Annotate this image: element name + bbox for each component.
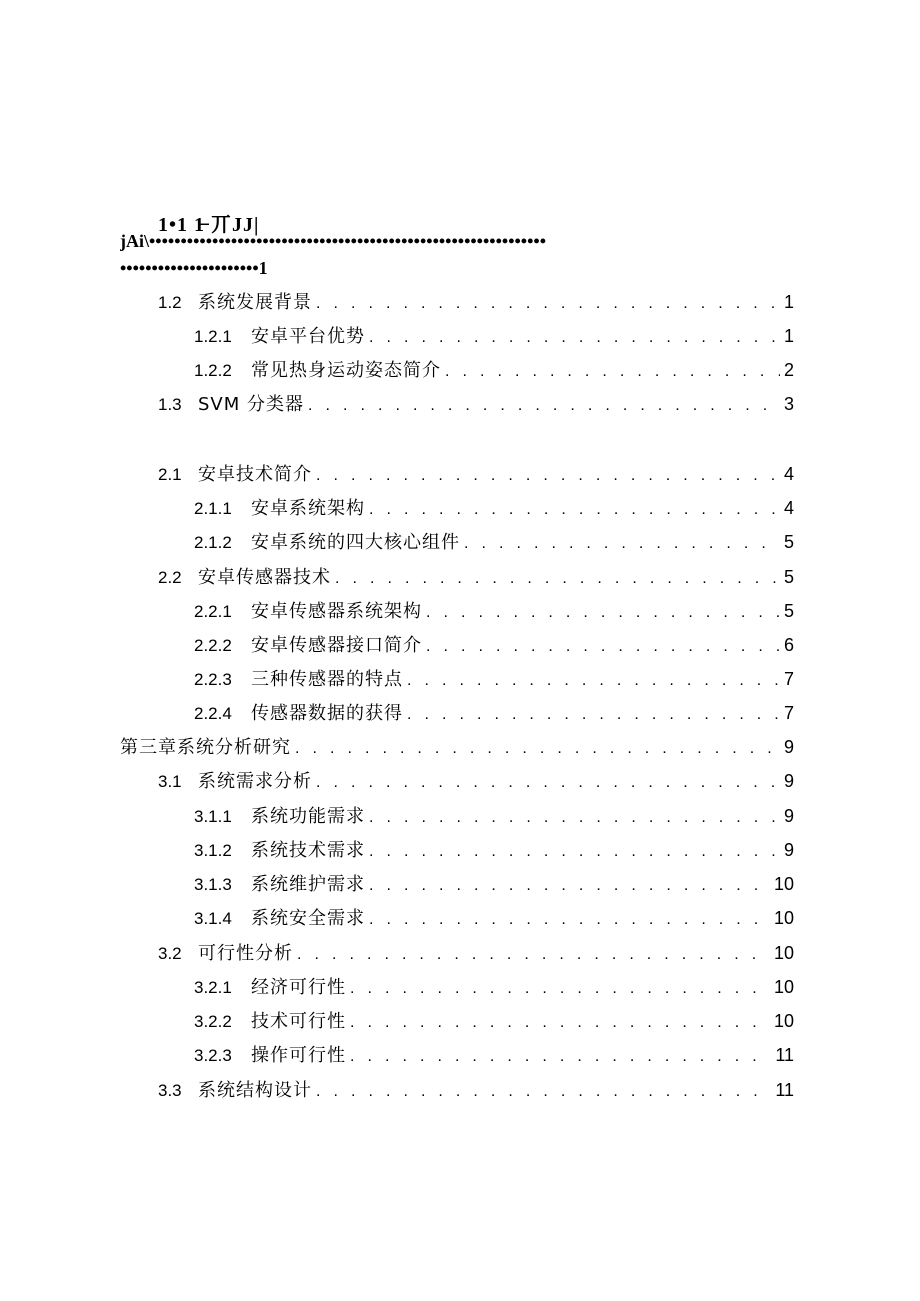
toc-page-number: 9 xyxy=(783,840,794,860)
toc-leader xyxy=(297,940,770,970)
toc-leader xyxy=(295,734,780,764)
toc-number: 2.1.2 xyxy=(194,533,232,552)
toc-entry[interactable] xyxy=(194,630,794,660)
toc-page-number: 7 xyxy=(783,703,794,723)
toc-title: 安卓传感器系统架构 xyxy=(251,601,422,622)
toc-leader xyxy=(369,323,780,353)
toc-leader xyxy=(316,1077,771,1107)
toc-number: 1.2.2 xyxy=(194,361,232,380)
toc-title: 安卓技术简介 xyxy=(198,464,312,485)
toc-title: 系统结构设计 xyxy=(198,1080,312,1101)
toc-leader xyxy=(426,598,780,628)
toc-title: 系统发展背景 xyxy=(198,292,312,313)
toc-entry[interactable] xyxy=(194,801,794,831)
toc-number: 1.3 xyxy=(158,395,182,414)
toc-number: 3.1.1 xyxy=(194,807,232,826)
toc-entry[interactable] xyxy=(194,596,794,626)
toc-entry[interactable] xyxy=(158,287,794,317)
toc-title: SVM 分类器 xyxy=(198,394,304,415)
toc-leader xyxy=(445,357,780,387)
toc-page-number: 11 xyxy=(775,1080,794,1100)
toc-page-number: 4 xyxy=(783,498,794,518)
toc-chapter-entry[interactable] xyxy=(120,732,794,762)
toc-page-number: 2 xyxy=(783,360,794,380)
toc-leader xyxy=(316,768,780,798)
toc-leader xyxy=(369,803,780,833)
garbled-heading: 1•1 1̶ 丌JJ| xyxy=(158,214,260,236)
toc-page-number: 10 xyxy=(773,908,794,928)
toc-page-number: 10 xyxy=(773,977,794,997)
toc-page-number: 9 xyxy=(783,737,794,757)
toc-entry[interactable] xyxy=(194,355,794,385)
toc-number: 3.1.4 xyxy=(194,909,232,928)
toc-page-number: 1 xyxy=(783,326,794,346)
garbled-leader-line-2: ••••••••••••••••••••••1 xyxy=(120,258,268,278)
toc-leader xyxy=(464,529,780,559)
toc-page-number: 10 xyxy=(773,1011,794,1031)
toc-page-number: 6 xyxy=(783,635,794,655)
toc-leader xyxy=(369,837,780,867)
toc-entry[interactable] xyxy=(194,869,794,899)
toc-title: 安卓传感器技术 xyxy=(198,567,331,588)
toc-title: 安卓传感器接口简介 xyxy=(251,635,422,656)
toc-number: 2.2.2 xyxy=(194,636,232,655)
toc-leader xyxy=(369,871,770,901)
toc-entry[interactable] xyxy=(194,903,794,933)
toc-page-number: 4 xyxy=(783,464,794,484)
toc-leader xyxy=(369,495,780,525)
toc-entry[interactable] xyxy=(158,389,794,419)
toc-title: 常见热身运动姿态简介 xyxy=(251,360,441,381)
toc-page-number: 9 xyxy=(783,806,794,826)
toc-leader xyxy=(308,391,780,421)
toc-entry[interactable] xyxy=(158,562,794,592)
toc-entry[interactable] xyxy=(194,835,794,865)
toc-leader xyxy=(335,564,780,594)
toc-leader xyxy=(350,1042,771,1072)
toc-title: 安卓系统的四大核心组件 xyxy=(251,532,460,553)
toc-leader xyxy=(350,974,770,1004)
toc-page-number: 10 xyxy=(773,874,794,894)
toc-number: 2.2 xyxy=(158,568,182,587)
toc-title: 安卓系统架构 xyxy=(251,498,365,519)
toc-number: 3.1.2 xyxy=(194,841,232,860)
toc-leader xyxy=(426,632,780,662)
toc-title: 系统需求分析 xyxy=(198,771,312,792)
toc-leader xyxy=(407,700,780,730)
toc-title: 系统功能需求 xyxy=(251,806,365,827)
toc-page-number: 3 xyxy=(783,394,794,414)
toc-page-number: 1 xyxy=(783,292,794,312)
toc-title: 技术可行性 xyxy=(251,1011,346,1032)
toc-page-number: 11 xyxy=(775,1045,794,1065)
toc-entry[interactable] xyxy=(194,527,794,557)
toc-title: 操作可行性 xyxy=(251,1045,346,1066)
toc-title: 传感器数据的获得 xyxy=(251,703,403,724)
toc-number: 2.1 xyxy=(158,465,182,484)
toc-number: 2.2.1 xyxy=(194,602,232,621)
toc-entry[interactable] xyxy=(158,938,794,968)
toc-number: 3.2.1 xyxy=(194,978,232,997)
toc-title: 可行性分析 xyxy=(198,943,293,964)
toc-entry[interactable] xyxy=(194,698,794,728)
toc-leader xyxy=(350,1008,770,1038)
toc-entry[interactable] xyxy=(194,1006,794,1036)
toc-entry[interactable] xyxy=(158,766,794,796)
toc-number: 3.3 xyxy=(158,1081,182,1100)
toc-leader xyxy=(316,289,780,319)
toc-number: 3.1 xyxy=(158,772,182,791)
toc-leader xyxy=(316,461,780,491)
garbled-leader-line-1: jAi\••••••••••••••••••••••••••••••••••••••••••••••••••••••••••••••• xyxy=(120,231,547,251)
toc-number: 1.2.1 xyxy=(194,327,232,346)
toc-leader xyxy=(369,905,770,935)
toc-entry[interactable] xyxy=(158,1075,794,1105)
toc-number: 2.2.3 xyxy=(194,670,232,689)
toc-entry[interactable] xyxy=(194,1040,794,1070)
toc-title: 三种传感器的特点 xyxy=(251,669,403,690)
toc-title: 系统维护需求 xyxy=(251,874,365,895)
toc-page-number: 9 xyxy=(783,771,794,791)
toc-entry[interactable] xyxy=(158,459,794,489)
toc-entry[interactable] xyxy=(194,493,794,523)
toc-title: 第三章系统分析研究 xyxy=(120,737,291,758)
toc-number: 3.2 xyxy=(158,944,182,963)
toc-title: 系统技术需求 xyxy=(251,840,365,861)
toc-number: 2.1.1 xyxy=(194,499,232,518)
toc-number: 3.2.2 xyxy=(194,1012,232,1031)
toc-page-number: 5 xyxy=(783,567,794,587)
toc-entry[interactable] xyxy=(194,664,794,694)
toc-title: 系统安全需求 xyxy=(251,908,365,929)
toc-entry[interactable] xyxy=(194,972,794,1002)
toc-title: 安卓平台优势 xyxy=(251,326,365,347)
toc-title: 经济可行性 xyxy=(251,977,346,998)
toc-page-number: 10 xyxy=(773,943,794,963)
toc-leader xyxy=(407,666,780,696)
toc-page-number: 7 xyxy=(783,669,794,689)
toc-page-number: 5 xyxy=(783,532,794,552)
toc-number: 2.2.4 xyxy=(194,704,232,723)
toc-number: 3.2.3 xyxy=(194,1046,232,1065)
toc-number: 1.2 xyxy=(158,293,182,312)
toc-number: 3.1.3 xyxy=(194,875,232,894)
toc-page-number: 5 xyxy=(783,601,794,621)
toc-entry[interactable] xyxy=(194,321,794,351)
